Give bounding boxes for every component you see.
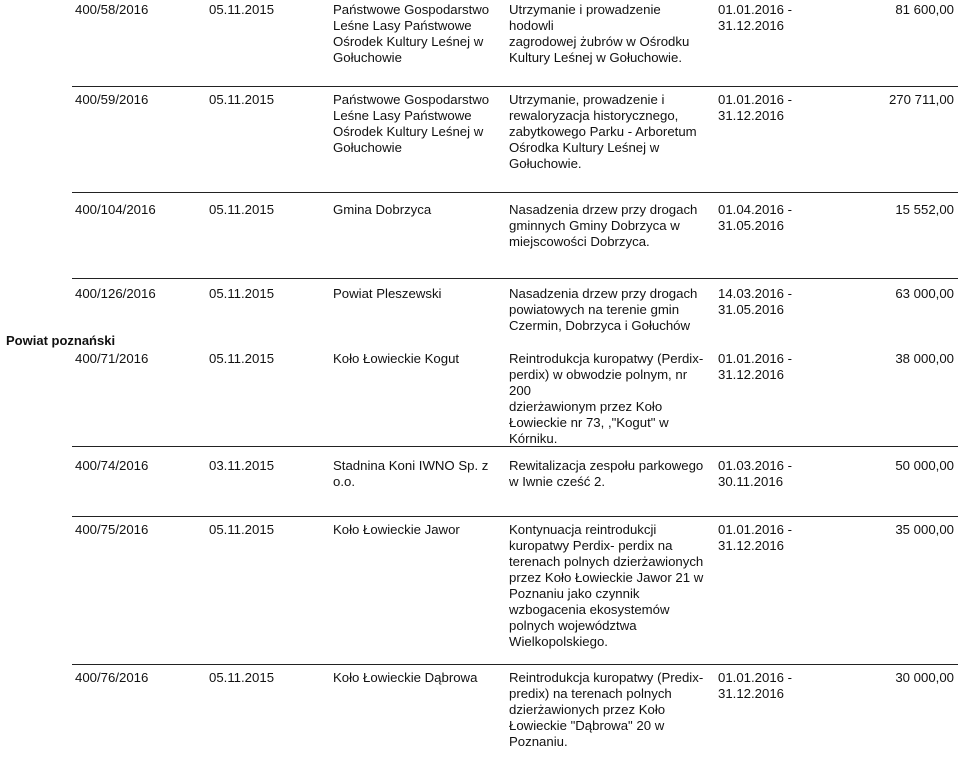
beneficiary: Koło Łowieckie Dąbrowa — [333, 670, 478, 685]
period: 01.01.2016 - 31.12.2016 — [718, 351, 793, 382]
task-description: Utrzymanie, prowadzenie i rewaloryzacja historycznego, zabytkowego Parku - Arboretum Ośrodka Kultury Leśnej w Gołuchowie. — [509, 92, 697, 171]
task-description: Reintrodukcja kuropatwy (Perdix- perdix) w obwodzie polnym, nr 200 dzierżawionym przez Koło Łowieckie nr 73, ,"Kogut" w Kórniku. — [509, 351, 704, 446]
task-description: Utrzymanie i prowadzenie hodowli zagrodowej żubrów w Ośrodku Kultury Leśnej w Gołuchowie. — [509, 2, 690, 65]
row-divider — [72, 86, 958, 87]
task-description: Rewitalizacja zespołu parkowego w Iwnie cześć 2. — [509, 458, 704, 489]
task-description: Nasadzenia drzew przy drogach gminnych Gminy Dobrzyca w miejscowości Dobrzyca. — [509, 202, 698, 249]
period: 14.03.2016 - 31.05.2016 — [718, 286, 793, 317]
period: 01.03.2016 - 30.11.2016 — [718, 458, 793, 489]
agreement-number: 400/126/2016 — [75, 286, 156, 301]
agreement-date: 05.11.2015 — [209, 351, 275, 366]
task-description: Nasadzenia drzew przy drogach powiatowych na terenie gmin Czermin, Dobrzyca i Gołuchów — [509, 286, 698, 333]
agreement-number: 400/71/2016 — [75, 351, 149, 366]
section-heading: Powiat poznański — [6, 333, 116, 348]
amount: 30 000,00 — [895, 670, 954, 685]
period: 01.01.2016 - 31.12.2016 — [718, 522, 793, 553]
amount: 35 000,00 — [895, 522, 954, 537]
row-divider — [72, 516, 958, 517]
agreement-date: 05.11.2015 — [209, 202, 275, 217]
agreement-number: 400/59/2016 — [75, 92, 149, 107]
agreement-number: 400/58/2016 — [75, 2, 149, 17]
beneficiary: Stadnina Koni IWNO Sp. z o.o. — [333, 458, 489, 489]
period: 01.01.2016 - 31.12.2016 — [718, 2, 793, 33]
agreement-date: 03.11.2015 — [209, 458, 275, 473]
amount: 15 552,00 — [895, 202, 954, 217]
row-divider — [72, 192, 958, 193]
period: 01.01.2016 - 31.12.2016 — [718, 92, 793, 123]
amount: 81 600,00 — [895, 2, 954, 17]
agreement-number: 400/104/2016 — [75, 202, 156, 217]
row-divider — [72, 664, 958, 665]
agreement-date: 05.11.2015 — [209, 286, 275, 301]
amount: 38 000,00 — [895, 351, 954, 366]
amount: 50 000,00 — [895, 458, 954, 473]
amount: 270 711,00 — [888, 92, 954, 107]
agreement-number: 400/75/2016 — [75, 522, 149, 537]
agreement-number: 400/74/2016 — [75, 458, 149, 473]
task-description: Reintrodukcja kuropatwy (Predix- predix) na terenach polnych dzierżawionych przez Koło Łowieckie "Dąbrowa" 20 w Poznaniu. — [509, 670, 704, 749]
row-divider — [72, 278, 958, 279]
period: 01.01.2016 - 31.12.2016 — [718, 670, 793, 701]
beneficiary: Koło Łowieckie Jawor — [333, 522, 460, 537]
beneficiary: Powiat Pleszewski — [333, 286, 442, 301]
beneficiary: Koło Łowieckie Kogut — [333, 351, 460, 366]
agreement-number: 400/76/2016 — [75, 670, 149, 685]
task-description: Kontynuacja reintrodukcji kuropatwy Perdix- perdix na terenach polnych dzierżawionych przez Koło Łowieckie Jawor 21 w Poznaniu jako czynnik wzbogacenia ekosystemów polnych województwa Wielkopolskiego. — [509, 522, 704, 649]
period: 01.04.2016 - 31.05.2016 — [718, 202, 793, 233]
beneficiary: Gmina Dobrzyca — [333, 202, 432, 217]
amount: 63 000,00 — [895, 286, 954, 301]
agreement-date: 05.11.2015 — [209, 92, 275, 107]
agreement-date: 05.11.2015 — [209, 670, 275, 685]
agreement-date: 05.11.2015 — [209, 2, 275, 17]
beneficiary: Państwowe Gospodarstwo Leśne Lasy Państwowe Ośrodek Kultury Leśnej w Gołuchowie — [333, 2, 490, 65]
agreement-date: 05.11.2015 — [209, 522, 275, 537]
beneficiary: Państwowe Gospodarstwo Leśne Lasy Państwowe Ośrodek Kultury Leśnej w Gołuchowie — [333, 92, 490, 155]
